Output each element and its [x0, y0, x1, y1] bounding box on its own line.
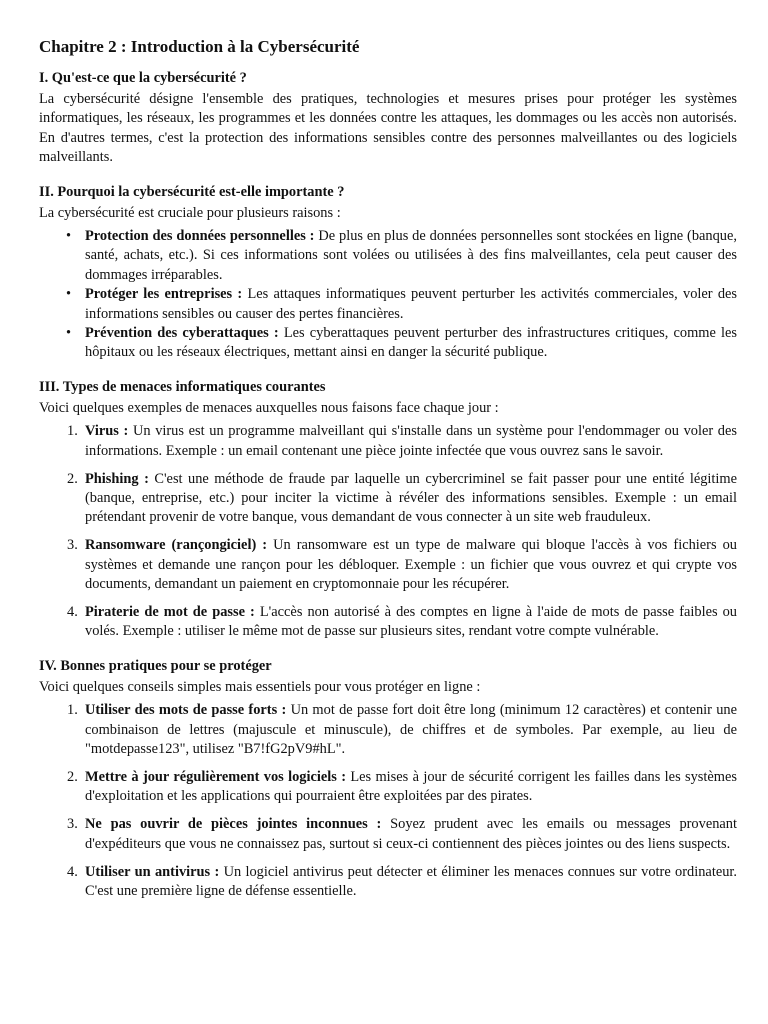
list-item [67, 863, 737, 902]
item-text: Les attaques informatiques peuvent perturber les activités commerciales, voler des informations sensibles ou causer des pertes financières. [85, 286, 737, 322]
section-intro: La cybersécurité est cruciale pour plusieurs raisons : [39, 204, 341, 221]
item-text: Soyez prudent avec les emails ou messages provenant d'expéditeurs que vous ne connaissez pas, surtout si ceux-ci contiennent des pièces jointes ou des liens suspects. [85, 816, 737, 852]
section-what-is [39, 69, 737, 168]
item-term: Utiliser des mots de passe forts : [85, 702, 287, 719]
section-heading: II. Pourquoi la cybersécurité est-elle importante ? [39, 183, 345, 200]
item-term: Mettre à jour régulièrement vos logiciels : [85, 768, 347, 785]
item-term: Utiliser un antivirus : [85, 863, 220, 880]
item-number: 4. [67, 604, 78, 621]
list-item [67, 768, 737, 807]
item-text: Un logiciel antivirus peut détecter et éliminer les menaces connues sur votre ordinateur. C'est une première ligne de défense essentielle. [85, 863, 737, 899]
item-number: 1. [67, 423, 78, 440]
item-text: De plus en plus de données personnelles sont stockées en ligne (banque, santé, achats, etc.). Si ces informations sont volées ou utilisées à des fins malveillantes, cela peut causer des dommages irréparables. [85, 228, 737, 283]
item-term: Virus : [85, 423, 129, 440]
bullet-icon: • [66, 325, 72, 342]
bullet-list [39, 227, 737, 363]
section-heading: I. Qu'est-ce que la cybersécurité ? [39, 70, 247, 86]
section-intro: Voici quelques conseils simples mais essentiels pour vous protéger en ligne : [39, 678, 481, 695]
item-term: Prévention des cyberattaques : [85, 325, 279, 342]
item-text: C'est une méthode de fraude par laquelle un cybercriminel se fait passer pour une entité légitime (banque, entreprise, etc.) pour inciter la victime à révéler des informations sensibles. Exemple : un email prétendant provenir de votre banque, vous demandant de vous connecter à un site web frauduleux. [85, 470, 737, 526]
list-item [66, 227, 737, 285]
list-item [67, 536, 738, 594]
list-item [67, 422, 737, 461]
item-number: 4. [67, 863, 78, 880]
section-intro: Voici quelques exemples de menaces auxquelles nous faisons face chaque jour : [39, 399, 499, 416]
item-term: Protéger les entreprises : [85, 286, 243, 303]
item-term: Ransomware (rançongiciel) : [85, 537, 268, 554]
item-text: Les cyberattaques peuvent perturber des infrastructures critiques, comme les hôpitaux ou les réseaux électriques, mettant ainsi en danger la sécurité publique. [85, 325, 737, 361]
item-text: Un ransomware est un type de malware qui bloque l'accès à vos fichiers ou systèmes et demande une rançon pour les débloquer. Exemple : un fichier que vous ouvrez et qui crypte vos documents, demandant un paiement en cryptomonnaie pour les récupérer. [85, 537, 738, 593]
section-best-practices [39, 657, 737, 902]
item-number: 2. [67, 768, 78, 785]
list-item [67, 470, 737, 528]
item-number: 1. [67, 702, 78, 719]
item-text: Un virus est un programme malveillant qui s'installe dans un système pour l'endommager ou voler des informations. Exemple : un email contenant une pièce jointe infectée que vous ouvrez sans le savoir. [85, 423, 737, 459]
item-term: Piraterie de mot de passe : [85, 604, 255, 621]
list-item [67, 701, 737, 759]
item-number: 2. [67, 470, 78, 487]
item-text: Les mises à jour de sécurité corrigent les failles dans les systèmes d'exploitation et les applications qui pourraient être exploitées par des pirates. [85, 768, 737, 805]
item-text: L'accès non autorisé à des comptes en ligne à l'aide de mots de passe faibles ou volés. Exemple : utiliser le même mot de passe sur plusieurs sites, rendant votre compte vulnérable. [85, 604, 737, 640]
item-text: Un mot de passe fort doit être long (minimum 12 caractères) et contenir une combinaison de lettres (majuscule et minuscule), de chiffres et de symboles. Par exemple, au lieu de "motdepasse123", utilisez "B7!fG2pV9#hL". [85, 702, 737, 758]
list-item [66, 324, 737, 363]
item-term: Protection des données personnelles : [85, 228, 315, 245]
section-threat-types [39, 378, 737, 642]
list-item [67, 815, 737, 854]
bullet-icon: • [66, 286, 72, 303]
section-heading: IV. Bonnes pratiques pour se protéger [39, 657, 272, 674]
numbered-list [39, 422, 737, 642]
item-term: Ne pas ouvrir de pièces jointes inconnues : [85, 816, 382, 833]
section-heading: III. Types de menaces informatiques courantes [39, 378, 326, 395]
bullet-icon: • [66, 228, 72, 245]
numbered-list [39, 701, 737, 901]
list-item [66, 285, 737, 324]
item-term: Phishing : [85, 470, 149, 487]
item-number: 3. [67, 816, 78, 833]
item-number: 3. [67, 537, 78, 554]
list-item [67, 603, 737, 642]
section-paragraph: La cybersécurité désigne l'ensemble des pratiques, technologies et mesures prises pour protéger les systèmes informatiques, les réseaux, les programmes et les données contre les attaques, les dommages ou les accès non autorisés. En d'autres termes, c'est la protection des informations sensibles contre des personnes malveillantes ou des logiciels malveillants. [39, 91, 737, 166]
chapter-title: Chapitre 2 : Introduction à la Cybersécurité [39, 37, 360, 56]
section-why-important [39, 183, 737, 363]
